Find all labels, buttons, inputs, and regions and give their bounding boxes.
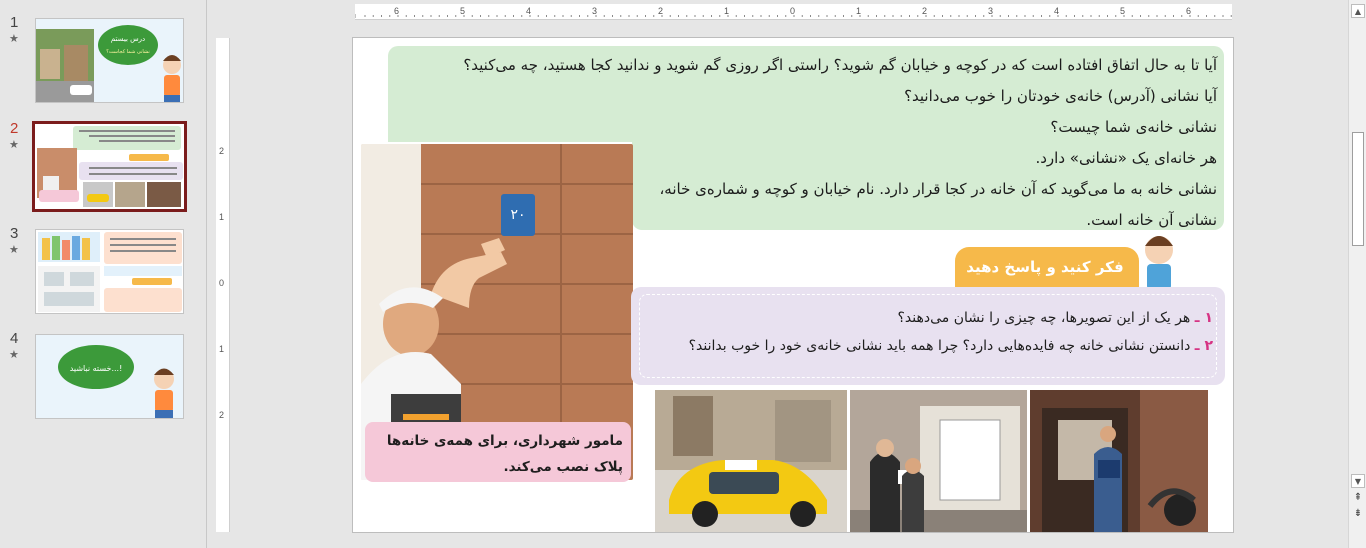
slide-thumbnail-1[interactable] [35,18,184,103]
scroll-thumb[interactable] [1352,132,1364,246]
ruler-label: 6 [1186,6,1192,16]
previous-slide-icon[interactable]: ⇞ [1353,492,1363,503]
animation-star-icon: ★ [9,138,19,151]
slide-thumbnail-row-2[interactable] [0,120,207,214]
intro-line-2: آیا نشانی (آدرس) خانه‌ی خودتان را خوب می‌دانید؟ [904,87,1217,105]
slide-number: 1 [10,14,19,31]
ruler-label: 5 [460,6,466,16]
people-image [850,390,1027,532]
animation-star-icon: ★ [9,243,19,256]
ruler-label: 2 [219,410,225,420]
question-2 [623,332,1213,360]
scroll-down-icon[interactable]: ▼ [1351,474,1365,488]
slide-thumbnail-row-1[interactable] [0,14,207,108]
ruler-label: 0 [219,278,225,288]
question-number: ۱ ـ [1194,310,1213,326]
slide-thumbnail-pane[interactable] [0,0,207,548]
boy-mascot-icon [1135,230,1183,290]
ruler-label: 2 [658,6,664,16]
ruler-label: 1 [724,6,730,16]
scroll-up-icon[interactable]: ▲ [1351,4,1365,18]
thumb-title: خسته نباشید...! [69,364,123,373]
ruler-label: 4 [1054,6,1060,16]
intro-line-3: نشانی خانه‌ی شما چیست؟ [1050,118,1217,136]
ruler-label: 6 [394,6,400,16]
intro-line-4: هر خانه‌ای یک «نشانی» دارد. [1035,149,1217,167]
slide-thumbnail-2[interactable] [32,121,187,212]
postman-photo[interactable] [1030,390,1208,532]
slide-thumbnail-row-3[interactable] [0,225,207,319]
slide-thumbnail-row-4[interactable] [0,330,207,424]
question-text: هر یک از این تصویرها، چه چیزی را نشان می‌دهند؟ [897,310,1191,326]
question-1 [623,304,1213,332]
thumb-title: درس بیستم [110,35,146,43]
ruler-label: 4 [526,6,532,16]
next-slide-icon[interactable]: ⇟ [1353,508,1363,519]
animation-star-icon: ★ [9,348,19,361]
slide-2-preview [35,124,184,209]
slide-canvas[interactable] [352,37,1234,533]
worker-caption[interactable]: مامور شهرداری، برای همه‌ی خانه‌ها پلاک نصب می‌کند. [386,433,623,475]
question-number: ۲ ـ [1194,338,1213,354]
animation-star-icon: ★ [9,32,19,45]
think-title: فکر کنید و پاسخ دهید [966,258,1124,276]
taxi-photo[interactable] [655,390,847,532]
slide-1-preview [36,19,184,103]
svg-text:۲۰: ۲۰ [510,207,526,223]
ruler-label: 1 [219,344,225,354]
vertical-ruler[interactable] [216,38,230,532]
slide-thumbnail-3[interactable] [35,229,184,314]
ruler-label: 2 [922,6,928,16]
intro-line-1: آیا تا به حال اتفاق افتاده است که در کوچه و خیابان گم شوید؟ راستی اگر روزی گم شوید و ندانید کجا هستید، چه می‌کنید؟ [463,56,1217,74]
thumb-subtitle: نشانی شما کجاست؟ [106,49,150,55]
slide-number: 3 [10,225,19,242]
taxi-image [655,390,847,532]
intro-line-5: نشانی خانه به ما می‌گوید که آن خانه در کجا قرار دارد. نام خیابان و کوچه و شماره‌ی خانه، نشانی آن خانه است. [659,180,1217,229]
ruler-label: 1 [219,212,225,222]
slide-thumbnail-4[interactable] [35,334,184,419]
slide-4-preview [36,335,184,419]
vertical-scrollbar[interactable] [1348,0,1366,548]
horizontal-ruler[interactable] [355,4,1232,20]
postman-image [1030,390,1208,532]
ruler-label: 5 [1120,6,1126,16]
people-photo[interactable] [850,390,1027,532]
ruler-label: 3 [592,6,598,16]
slide-number: 4 [10,330,19,347]
ruler-label: 2 [219,146,225,156]
question-text: دانستن نشانی خانه چه فایده‌هایی دارد؟ چرا همه باید نشانی خانه‌ی خود را خوب بدانند؟ [688,338,1191,354]
slide-number: 2 [10,120,19,137]
questions-text[interactable] [623,304,1213,360]
ruler-label: 3 [988,6,994,16]
ruler-label: 0 [790,6,796,16]
ruler-label: 1 [856,6,862,16]
slide-3-preview [36,230,184,314]
